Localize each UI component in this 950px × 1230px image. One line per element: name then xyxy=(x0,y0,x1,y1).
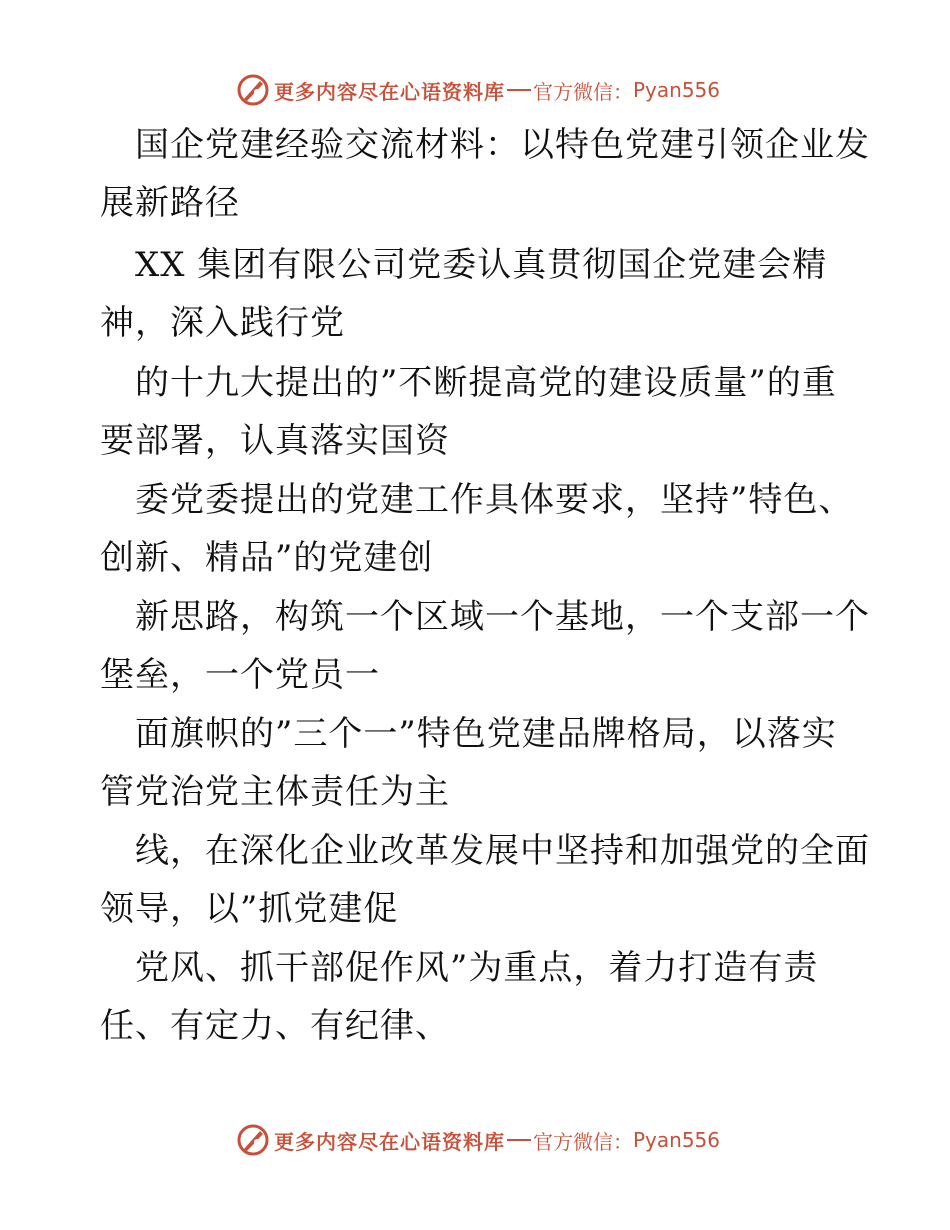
text-line: 党风、抓干部促作风”为重点，着力打造有责 xyxy=(135,948,819,988)
text-line: 新思路，构筑一个区域一个基地，一个支部一个 xyxy=(135,597,870,637)
brand-text: 更多内容尽在心语资料库 xyxy=(274,79,505,104)
footer-watermark-banner xyxy=(0,1120,950,1160)
contact-id: Pyan556 xyxy=(633,78,721,102)
text-line: XX 集团有限公司党委认真贯彻国企党建会精 xyxy=(135,245,828,285)
contact-id: Pyan556 xyxy=(633,1128,721,1152)
text-line: 线，在深化企业改革发展中坚持和加强党的全面 xyxy=(135,831,870,871)
contact-label: 官方微信： xyxy=(533,79,633,104)
quill-logo-icon xyxy=(236,1123,270,1157)
text-line: 堡垒，一个党员一 xyxy=(100,655,380,695)
text-line: 任、有定力、有纪律、 xyxy=(100,1006,450,1046)
text-line: 创新、精品”的党建创 xyxy=(100,538,434,578)
header-watermark-banner xyxy=(0,70,950,110)
text-line: 神，深入践行党 xyxy=(100,303,345,343)
text-line: 管党治党主体责任为主 xyxy=(100,772,450,812)
text-line: 领导，以”抓党建促 xyxy=(100,889,399,929)
contact-label: 官方微信： xyxy=(533,1129,633,1154)
dash-separator xyxy=(507,1139,531,1141)
text-line: 委党委提出的党建工作具体要求，坚持”特色、 xyxy=(135,480,854,520)
quill-logo-icon xyxy=(236,73,270,107)
brand-text: 更多内容尽在心语资料库 xyxy=(274,1129,505,1154)
dash-separator xyxy=(507,89,531,91)
text-line: 国企党建经验交流材料：以特色党建引领企业发 xyxy=(135,125,870,165)
text-line: 展新路径 xyxy=(100,183,240,223)
text-line: 面旗帜的”三个一”特色党建品牌格局，以落实 xyxy=(135,714,837,754)
text-line: 的十九大提出的”不断提高党的建设质量”的重 xyxy=(135,363,837,403)
text-line: 要部署，认真落实国资 xyxy=(100,421,450,461)
